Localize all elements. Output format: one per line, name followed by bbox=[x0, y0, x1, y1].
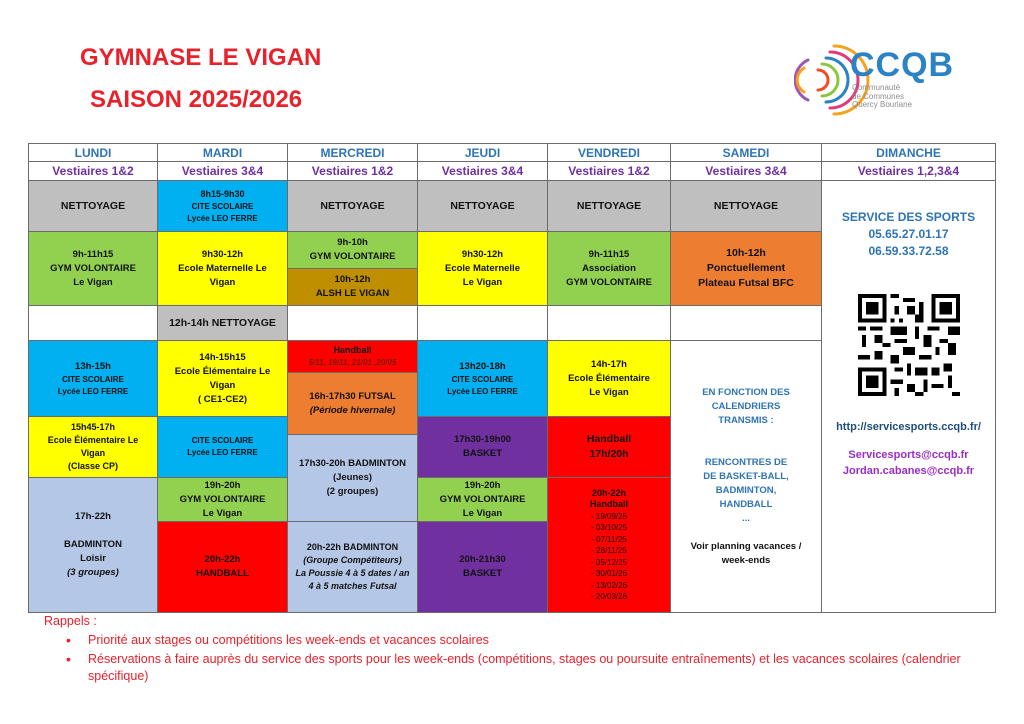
vestiaire-lundi: Vestiaires 1&2 bbox=[28, 161, 158, 181]
slot-jeudi-basket-1: 17h30-19h00 BASKET bbox=[417, 416, 548, 478]
rappels-title: Rappels : bbox=[44, 614, 97, 628]
slot-vendredi-handball-2: 20h-22h Handball - 19/09/25 - 03/10/25 - 07/11/25 - 28/11/25 - 05/12/25 - 30/01/26 - 13/02/26 - 20/03/26 bbox=[547, 477, 671, 613]
slot-lundi-nettoyage: NETTOYAGE bbox=[28, 180, 158, 232]
slot-vendredi-handball-1: Handball 17h/20h bbox=[547, 416, 671, 478]
slot-mercredi-handball: Handball 5/11, 19/11, 21/01 ,20/05 bbox=[287, 340, 418, 373]
slot-vendredi-association: 9h-11h15 Association GYM VOLONTAIRE bbox=[547, 231, 671, 306]
slot-mardi-gym: 19h-20h GYM VOLONTAIRE Le Vigan bbox=[157, 477, 288, 522]
vestiaire-mercredi: Vestiaires 1&2 bbox=[287, 161, 418, 181]
logo-subtitle: Communauté de Communes Quercy Bouriane bbox=[852, 83, 913, 109]
slot-mercredi-futsal: 16h-17h30 FUTSAL (Période hivernale) bbox=[287, 372, 418, 435]
day-header-mercredi: MERCREDI bbox=[287, 143, 418, 162]
slot-lundi-badminton: 17h-22h BADMINTON Loisir (3 groupes) bbox=[28, 477, 158, 613]
slot-mardi-cite-scolaire-2: CITE SCOLAIRE Lycée LEO FERRE bbox=[157, 416, 288, 478]
page-title-line-2: SAISON 2025/2026 bbox=[90, 86, 303, 113]
day-header-dimanche: DIMANCHE bbox=[821, 143, 996, 162]
slot-mercredi-empty bbox=[287, 305, 418, 341]
qr-code-icon bbox=[858, 294, 960, 396]
slot-jeudi-nettoyage: NETTOYAGE bbox=[417, 180, 548, 232]
vestiaire-vendredi: Vestiaires 1&2 bbox=[547, 161, 671, 181]
service-phone-2: 06.59.33.72.58 bbox=[868, 244, 949, 258]
service-phone-1: 05.65.27.01.17 bbox=[868, 227, 949, 241]
rappels-section bbox=[44, 614, 1004, 687]
slot-lundi-cite-scolaire: 13h-15h CITE SCOLAIRE Lycée LEO FERRE bbox=[28, 340, 158, 417]
slot-vendredi-empty bbox=[547, 305, 671, 341]
service-email-link[interactable]: Servicesports@ccqb.fr bbox=[848, 449, 969, 461]
slot-vendredi-ecole: 14h-17h Ecole Élémentaire Le Vigan bbox=[547, 340, 671, 417]
page-title-line-1: GYMNASE LE VIGAN bbox=[80, 44, 322, 71]
vestiaire-mardi: Vestiaires 3&4 bbox=[157, 161, 288, 181]
day-header-samedi: SAMEDI bbox=[670, 143, 822, 162]
vestiaire-dimanche: Vestiaires 1,2,3&4 bbox=[821, 161, 996, 181]
contact-email-link[interactable]: Jordan.cabanes@ccqb.fr bbox=[842, 465, 975, 477]
slot-samedi-plateau-futsal: 10h-12h Ponctuellement Plateau Futsal BFC bbox=[670, 231, 822, 306]
slot-mardi-nettoyage: 12h-14h NETTOYAGE bbox=[157, 305, 288, 341]
vestiaire-samedi: Vestiaires 3&4 bbox=[670, 161, 822, 181]
vestiaire-jeudi: Vestiaires 3&4 bbox=[417, 161, 548, 181]
slot-mercredi-alsh: 10h-12h ALSH LE VIGAN bbox=[287, 268, 418, 306]
slot-samedi-nettoyage: NETTOYAGE bbox=[670, 180, 822, 232]
day-header-lundi: LUNDI bbox=[28, 143, 158, 162]
slot-mardi-handball: 20h-22h HANDBALL bbox=[157, 521, 288, 613]
day-header-vendredi: VENDREDI bbox=[547, 143, 671, 162]
logo-brand-name: CCQB bbox=[850, 46, 955, 84]
service-website-link[interactable]: http://servicesports.ccqb.fr/ bbox=[836, 421, 981, 433]
slot-mercredi-nettoyage: NETTOYAGE bbox=[287, 180, 418, 232]
slot-jeudi-empty bbox=[417, 305, 548, 341]
slot-jeudi-cite-scolaire: 13h20-18h CITE SCOLAIRE Lycée LEO FERRE bbox=[417, 340, 548, 417]
slot-lundi-gym: 9h-11h15 GYM VOLONTAIRE Le Vigan bbox=[28, 231, 158, 306]
slot-jeudi-basket-2: 20h-21h30 BASKET bbox=[417, 521, 548, 613]
slot-samedi-info: EN FONCTION DES CALENDRIERS TRANSMIS : RENCONTRES DE DE BASKET-BALL, BADMINTON, HANDBALL ... Voir planning vacances / week-ends bbox=[670, 340, 822, 613]
slot-jeudi-maternelle: 9h30-12h Ecole Maternelle Le Vigan bbox=[417, 231, 548, 306]
rappel-item: • Priorité aux stages ou compétitions les week-ends et vacances scolaires bbox=[66, 632, 1004, 649]
day-header-jeudi: JEUDI bbox=[417, 143, 548, 162]
slot-mercredi-gym: 9h-10h GYM VOLONTAIRE bbox=[287, 231, 418, 269]
slot-dimanche-service bbox=[821, 180, 996, 613]
slot-lundi-ecole: 15h45-17h Ecole Élémentaire Le Vigan (Classe CP) bbox=[28, 416, 158, 478]
slot-mercredi-badminton-jeunes: 17h30-20h BADMINTON (Jeunes) (2 groupes) bbox=[287, 434, 418, 522]
rappel-item: • Réservations à faire auprès du service des sports pour les week-ends (compétitions, stages ou poursuite entraînements) et les vacances scolaires (calendrier spécifique) bbox=[66, 651, 1004, 685]
slot-vendredi-nettoyage: NETTOYAGE bbox=[547, 180, 671, 232]
slot-samedi-empty bbox=[670, 305, 822, 341]
slot-mardi-ecole: 14h-15h15 Ecole Élémentaire Le Vigan ( CE1-CE2) bbox=[157, 340, 288, 417]
day-header-mardi: MARDI bbox=[157, 143, 288, 162]
slot-mardi-maternelle: 9h30-12h Ecole Maternelle Le Vigan bbox=[157, 231, 288, 306]
slot-lundi-empty bbox=[28, 305, 158, 341]
slot-jeudi-gym: 19h-20h GYM VOLONTAIRE Le Vigan bbox=[417, 477, 548, 522]
slot-mardi-cite-scolaire: 8h15-9h30 CITE SCOLAIRE Lycée LEO FERRE bbox=[157, 180, 288, 232]
service-title: SERVICE DES SPORTS bbox=[841, 210, 976, 224]
slot-mercredi-badminton-competiteurs: 20h-22h BADMINTON (Groupe Compétiteurs) La Poussie 4 à 5 dates / an 4 à 5 matches Futsal bbox=[287, 521, 418, 613]
